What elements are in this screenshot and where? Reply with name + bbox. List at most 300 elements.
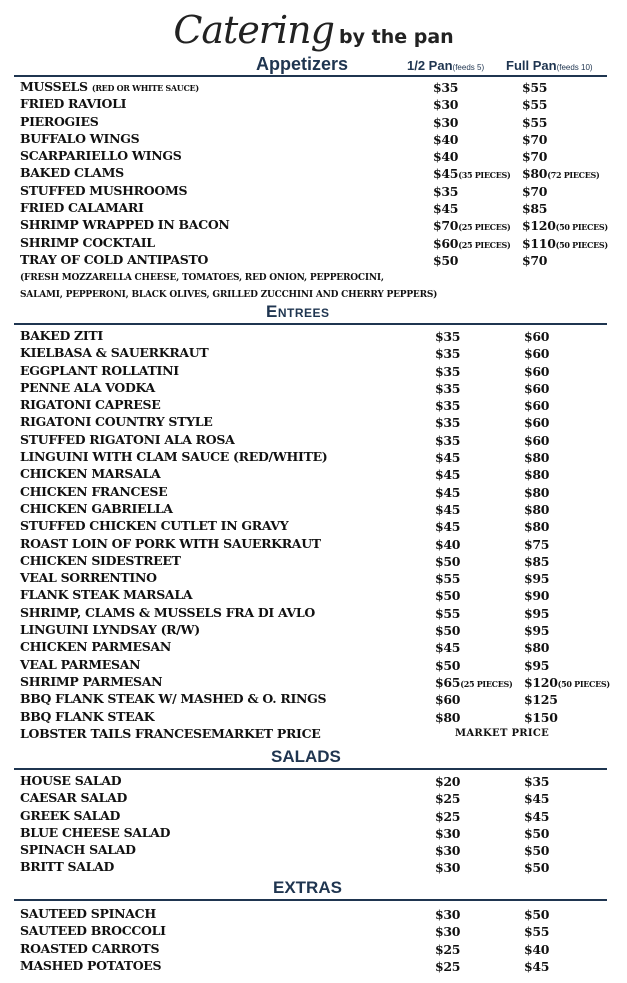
half-pan-column-header: 1/2 Pan(feeds 5) bbox=[407, 58, 485, 73]
half-pan-price bbox=[435, 692, 460, 707]
full-pan-price-value: $40 bbox=[524, 941, 550, 957]
half-pan-price bbox=[435, 623, 460, 638]
item-name-text: HOUSE SALAD bbox=[20, 773, 122, 788]
menu-item-row bbox=[20, 941, 620, 958]
half-pan-price-value: $30 bbox=[433, 114, 459, 130]
full-pan-price bbox=[524, 826, 549, 841]
full-pan-price bbox=[522, 201, 547, 216]
item-name bbox=[20, 657, 140, 672]
full-pan-price-value: $60 bbox=[524, 380, 550, 396]
antipasto-note-line-2: SALAMI, PEPPERONI, BLACK OLIVES, GRILLED ZUCCHINI AND CHERRY PEPPERS) bbox=[20, 290, 438, 300]
half-pan-price bbox=[435, 554, 460, 569]
full-pan-price bbox=[524, 907, 549, 922]
full-pan-price bbox=[522, 97, 547, 112]
item-name bbox=[20, 691, 326, 706]
half-pan-price-value: $45 bbox=[433, 166, 459, 182]
full-pan-price-value: $60 bbox=[524, 329, 550, 344]
half-pan-price bbox=[435, 346, 460, 361]
item-name bbox=[20, 958, 161, 973]
half-pan-price bbox=[435, 485, 460, 500]
half-pan-price-value: $45 bbox=[435, 450, 461, 466]
full-pan-price-value: $70 bbox=[522, 131, 548, 147]
item-name-text: CHICKEN MARSALA bbox=[20, 466, 161, 482]
full-pan-price-value: $95 bbox=[524, 623, 550, 639]
half-pan-price-value: $35 bbox=[433, 80, 459, 95]
half-pan-price-value: $50 bbox=[435, 623, 461, 639]
full-pan-price-value: $35 bbox=[524, 774, 550, 789]
full-pan-price bbox=[524, 774, 549, 789]
menu-item-row bbox=[20, 165, 620, 182]
full-pan-price bbox=[524, 640, 549, 655]
item-name bbox=[20, 773, 121, 788]
full-pan-price bbox=[522, 184, 547, 199]
menu-item-row bbox=[20, 859, 620, 876]
item-name bbox=[20, 449, 327, 464]
full-pan-price-value: $45 bbox=[524, 791, 550, 807]
full-pan-price-value: $80 bbox=[524, 484, 550, 500]
item-name-text: PIEROGIES bbox=[20, 113, 99, 129]
half-pan-price-value: $35 bbox=[435, 329, 461, 344]
item-name-text: ROASTED CARROTS bbox=[20, 940, 160, 956]
half-pan-price bbox=[433, 166, 511, 181]
half-pan-price-value: $60 bbox=[433, 235, 459, 251]
full-pan-price bbox=[524, 571, 549, 586]
item-name-text: BUFFALO WINGS bbox=[20, 130, 140, 146]
menu-item-row bbox=[20, 639, 620, 656]
item-name-text: MASHED POTATOES bbox=[20, 957, 162, 973]
full-pan-price bbox=[524, 791, 549, 806]
menu-item-row bbox=[20, 825, 620, 842]
menu-item-row bbox=[20, 536, 620, 553]
menu-title bbox=[0, 8, 627, 52]
item-name bbox=[20, 605, 315, 620]
full-pan-price bbox=[524, 658, 549, 673]
menu-item-row bbox=[20, 79, 620, 96]
item-name-text: SHRIMP PARMESAN bbox=[20, 673, 163, 689]
menu-item-row bbox=[20, 518, 620, 535]
full-pan-price-value: $55 bbox=[522, 114, 548, 130]
half-pan-price-value: $25 bbox=[435, 941, 461, 957]
menu-item-row bbox=[20, 808, 620, 825]
full-pan-pieces: (72 PIECES) bbox=[547, 170, 600, 181]
menu-item-row bbox=[20, 923, 620, 940]
item-name-text: BBQ FLANK STEAK bbox=[20, 708, 155, 724]
item-name bbox=[20, 345, 208, 360]
half-pan-price-value: $35 bbox=[435, 398, 461, 414]
half-pan-price bbox=[435, 364, 460, 379]
item-name bbox=[20, 79, 199, 94]
item-name-text: CHICKEN SIDESTREET bbox=[20, 552, 181, 568]
item-name-text: PENNE ALA VODKA bbox=[20, 379, 155, 395]
full-pan-pieces: (50 PIECES) bbox=[557, 678, 610, 689]
full-pan-price-value: $85 bbox=[524, 553, 550, 569]
appetizers-heading: Appetizers bbox=[256, 54, 349, 74]
salads-heading: SALADS bbox=[271, 747, 341, 766]
item-name-text: LINGUINI WITH CLAM SAUCE (RED/WHITE) bbox=[20, 449, 328, 465]
item-name-text: KIELBASA & SAUERKRAUT bbox=[20, 345, 209, 361]
item-name bbox=[20, 825, 170, 840]
full-pan-price bbox=[524, 588, 549, 603]
item-name-text: BBQ FLANK STEAK W/ MASHED & O. RINGS bbox=[20, 691, 327, 707]
title-script: Catering bbox=[173, 8, 334, 52]
full-pan-price-value: $80 bbox=[524, 519, 550, 535]
half-pan-price bbox=[433, 97, 458, 112]
menu-item-row bbox=[20, 906, 620, 923]
half-pan-price-value: $35 bbox=[435, 346, 461, 362]
half-pan-price-value: $55 bbox=[435, 605, 461, 621]
menu-item-row bbox=[20, 148, 620, 165]
full-pan-price bbox=[524, 381, 549, 396]
title-rest: by the pan bbox=[339, 26, 454, 48]
item-name-text: SAUTEED SPINACH bbox=[20, 906, 156, 921]
half-pan-price bbox=[435, 774, 460, 789]
full-pan-price bbox=[524, 675, 610, 690]
half-pan-price bbox=[435, 907, 460, 922]
half-pan-price bbox=[435, 860, 460, 875]
half-pan-price bbox=[435, 640, 460, 655]
full-pan-price-value: $55 bbox=[522, 97, 548, 113]
full-pan-price-value: $50 bbox=[524, 825, 550, 841]
menu-item-row bbox=[20, 773, 620, 790]
half-pan-price bbox=[433, 80, 458, 95]
item-name bbox=[20, 536, 321, 551]
menu-item-row bbox=[20, 114, 620, 131]
half-pan-price bbox=[433, 236, 511, 251]
full-pan-price-value: $70 bbox=[522, 149, 548, 165]
item-name bbox=[20, 484, 167, 499]
full-pan-price bbox=[524, 942, 549, 957]
full-pan-price-value: $50 bbox=[524, 843, 550, 859]
item-name-text: BAKED ZITI bbox=[20, 328, 103, 343]
item-name-text: CHICKEN GABRIELLA bbox=[20, 500, 173, 516]
item-name-text: GREEK SALAD bbox=[20, 807, 121, 823]
half-pan-price bbox=[435, 942, 460, 957]
half-pan-price-value: $30 bbox=[435, 843, 461, 859]
menu-item-row bbox=[20, 252, 620, 269]
full-pan-price bbox=[522, 149, 547, 164]
half-pan-price bbox=[435, 571, 460, 586]
full-pan-price bbox=[522, 166, 600, 181]
item-name-text: VEAL PARMESAN bbox=[20, 656, 141, 672]
half-pan-price-value: $45 bbox=[435, 519, 461, 535]
half-pan-price bbox=[435, 398, 460, 413]
item-name bbox=[20, 397, 160, 412]
salads-list bbox=[20, 773, 620, 877]
item-name bbox=[20, 906, 156, 921]
full-pan-price bbox=[524, 843, 549, 858]
full-pan-price bbox=[524, 710, 558, 725]
half-pan-pieces: (25 PIECES) bbox=[458, 239, 511, 250]
item-name-text: SAUTEED BROCCOLI bbox=[20, 923, 166, 939]
half-pan-price bbox=[433, 132, 458, 147]
full-pan-pieces: (50 PIECES) bbox=[555, 222, 608, 233]
item-name bbox=[20, 183, 187, 198]
appetizers-header bbox=[14, 54, 607, 76]
full-pan-price bbox=[524, 554, 549, 569]
menu-item-row bbox=[20, 790, 620, 807]
menu-item-row bbox=[20, 345, 620, 362]
half-pan-price bbox=[435, 537, 460, 552]
item-name bbox=[20, 466, 160, 481]
half-pan-price-value: $20 bbox=[435, 774, 461, 789]
half-pan-price bbox=[435, 710, 460, 725]
menu-item-row bbox=[20, 200, 620, 217]
full-pan-price bbox=[524, 433, 549, 448]
half-pan-price bbox=[435, 791, 460, 806]
half-pan-price bbox=[435, 381, 460, 396]
item-name bbox=[20, 726, 320, 741]
half-pan-price bbox=[433, 201, 458, 216]
full-pan-price bbox=[522, 253, 547, 268]
full-pan-price-value: $120 bbox=[522, 218, 556, 234]
entrees-list bbox=[20, 328, 620, 743]
half-pan-price bbox=[435, 467, 460, 482]
half-pan-price bbox=[435, 924, 460, 939]
half-pan-price bbox=[435, 588, 460, 603]
full-pan-price-value: $50 bbox=[524, 907, 550, 922]
full-pan-price bbox=[524, 860, 549, 875]
full-pan-price-value: $55 bbox=[522, 80, 548, 95]
full-pan-price bbox=[524, 502, 549, 517]
half-pan-price-value: $30 bbox=[435, 860, 461, 876]
half-pan-price-value: $45 bbox=[433, 201, 459, 217]
full-pan-price bbox=[522, 80, 547, 95]
full-pan-price-value: $80 bbox=[524, 640, 550, 656]
half-pan-price-value: $40 bbox=[433, 149, 459, 165]
item-name-text: BRITT SALAD bbox=[20, 859, 115, 875]
full-pan-price-value: $95 bbox=[524, 657, 550, 673]
half-pan-price bbox=[433, 184, 458, 199]
half-pan-price-value: $25 bbox=[435, 791, 461, 807]
full-pan-price bbox=[524, 485, 549, 500]
item-name bbox=[20, 165, 124, 180]
item-name bbox=[20, 622, 200, 637]
full-pan-price bbox=[524, 450, 549, 465]
item-name-text: STUFFED MUSHROOMS bbox=[20, 182, 188, 198]
half-pan-price-value: $55 bbox=[435, 571, 461, 587]
half-pan-price bbox=[433, 149, 458, 164]
full-pan-price-value: $70 bbox=[522, 183, 548, 199]
half-pan-price bbox=[433, 253, 458, 268]
full-pan-price-value: $80 bbox=[524, 501, 550, 517]
half-pan-price-value: $30 bbox=[435, 825, 461, 841]
full-pan-price-value: $125 bbox=[524, 692, 558, 708]
full-pan-column-header: Full Pan(feeds 10) bbox=[506, 58, 593, 73]
item-name bbox=[20, 432, 234, 447]
item-name bbox=[20, 790, 127, 805]
item-name bbox=[20, 842, 136, 857]
item-name bbox=[20, 96, 126, 111]
full-pan-price-value: $60 bbox=[524, 432, 550, 448]
menu-item-row bbox=[20, 958, 620, 975]
item-name bbox=[20, 518, 288, 533]
half-pan-price-value: $50 bbox=[433, 252, 459, 268]
half-pan-pieces: (25 PIECES) bbox=[458, 222, 511, 233]
item-name bbox=[20, 501, 173, 516]
item-name bbox=[20, 235, 155, 250]
item-name-text: SHRIMP WRAPPED IN BACON bbox=[20, 217, 230, 233]
full-pan-price-value: $85 bbox=[522, 201, 548, 217]
item-name-text: BLUE CHEESE SALAD bbox=[20, 824, 171, 840]
menu-item-row bbox=[20, 328, 620, 345]
item-name bbox=[20, 252, 208, 267]
extras-header bbox=[14, 878, 607, 900]
menu-item-row bbox=[20, 183, 620, 200]
half-pan-price bbox=[435, 329, 460, 344]
full-pan-price bbox=[524, 924, 549, 939]
item-name-text: CAESAR SALAD bbox=[20, 790, 128, 806]
full-pan-price-value: $60 bbox=[524, 398, 550, 414]
item-name-text: ROAST LOIN OF PORK WITH SAUERKRAUT bbox=[20, 535, 321, 551]
full-pan-price-value: $120 bbox=[524, 674, 558, 690]
full-pan-price-value: $60 bbox=[524, 363, 550, 379]
item-name bbox=[20, 570, 157, 585]
half-pan-price-value: $30 bbox=[433, 97, 459, 113]
full-pan-price-value: $60 bbox=[524, 415, 550, 431]
half-pan-price-value: $40 bbox=[433, 131, 459, 147]
full-pan-price-value: $55 bbox=[524, 924, 550, 940]
half-pan-price-value: $35 bbox=[435, 363, 461, 379]
full-pan-price-value: $95 bbox=[524, 605, 550, 621]
half-pan-price bbox=[435, 433, 460, 448]
item-name bbox=[20, 639, 171, 654]
menu-item-row bbox=[20, 397, 620, 414]
half-pan-price-value: $30 bbox=[435, 907, 461, 922]
full-pan-price-value: $70 bbox=[522, 252, 548, 268]
full-pan-price bbox=[524, 623, 549, 638]
item-name-text: FRIED RAVIOLI bbox=[20, 96, 127, 112]
item-name bbox=[20, 923, 166, 938]
full-pan-price-value: $80 bbox=[522, 166, 548, 182]
half-pan-price-value: $50 bbox=[435, 553, 461, 569]
item-name-text: SHRIMP COCKTAIL bbox=[20, 234, 155, 250]
item-name bbox=[20, 380, 155, 395]
appetizers-list bbox=[20, 79, 620, 269]
item-name bbox=[20, 709, 154, 724]
menu-item-row bbox=[20, 587, 620, 604]
half-pan-price-value: $25 bbox=[435, 808, 461, 824]
half-pan-price bbox=[435, 809, 460, 824]
item-name bbox=[20, 414, 212, 429]
item-name-text: EGGPLANT ROLLATINI bbox=[20, 362, 179, 378]
item-name bbox=[20, 148, 181, 163]
item-note: (RED OR WHITE SAUCE) bbox=[91, 83, 199, 93]
full-pan-price-value: $110 bbox=[522, 235, 556, 251]
full-pan-price-value: $90 bbox=[524, 588, 550, 604]
item-name-text: FRIED CALAMARI bbox=[20, 200, 144, 216]
half-pan-price bbox=[435, 959, 460, 974]
item-name-text: FLANK STEAK MARSALA bbox=[20, 587, 193, 603]
half-pan-price bbox=[433, 115, 458, 130]
item-name-text: RIGATONI COUNTRY STYLE bbox=[20, 414, 213, 430]
menu-item-row bbox=[20, 726, 620, 743]
full-pan-price-value: $45 bbox=[524, 808, 550, 824]
half-pan-price-value: $40 bbox=[435, 536, 461, 552]
full-pan-price-value: $80 bbox=[524, 450, 550, 466]
menu-item-row bbox=[20, 363, 620, 380]
half-pan-price bbox=[435, 606, 460, 621]
item-name-text: TRAY OF COLD ANTIPASTO bbox=[20, 251, 209, 267]
full-pan-price bbox=[524, 467, 549, 482]
full-pan-price-value: $150 bbox=[524, 709, 558, 725]
full-pan-price bbox=[524, 415, 549, 430]
menu-item-row bbox=[20, 674, 620, 691]
item-name-text: VEAL SORRENTINO bbox=[20, 570, 157, 586]
salads-header bbox=[14, 747, 607, 769]
half-pan-price-value: $60 bbox=[435, 692, 461, 708]
full-pan-price bbox=[524, 606, 549, 621]
full-pan-price bbox=[524, 959, 549, 974]
full-pan-price bbox=[522, 218, 608, 233]
menu-item-row bbox=[20, 217, 620, 234]
full-pan-price-value: $60 bbox=[524, 346, 550, 362]
full-pan-price-value: $95 bbox=[524, 571, 550, 587]
market-price: MARKET PRICE bbox=[455, 727, 550, 739]
full-pan-price-value: $45 bbox=[524, 958, 550, 974]
item-name bbox=[20, 587, 192, 602]
item-name bbox=[20, 131, 139, 146]
extras-heading: EXTRAS bbox=[273, 878, 342, 897]
appetizers-divider bbox=[14, 75, 607, 77]
item-name bbox=[20, 363, 179, 378]
half-pan-price-value: $65 bbox=[435, 674, 461, 690]
full-pan-price bbox=[524, 519, 549, 534]
half-pan-price-value: $80 bbox=[435, 709, 461, 725]
half-pan-price-value: $35 bbox=[435, 415, 461, 431]
half-pan-price-value: $45 bbox=[435, 501, 461, 517]
full-pan-price bbox=[522, 115, 547, 130]
menu-item-row bbox=[20, 432, 620, 449]
half-pan-price-value: $35 bbox=[433, 183, 459, 199]
menu-item-row bbox=[20, 501, 620, 518]
half-pan-pieces: (35 PIECES) bbox=[458, 170, 511, 181]
item-name bbox=[20, 328, 103, 343]
full-pan-price bbox=[524, 346, 549, 361]
half-pan-price-value: $45 bbox=[435, 640, 461, 656]
half-pan-price-value: $70 bbox=[433, 218, 459, 234]
half-pan-price bbox=[435, 843, 460, 858]
extras-divider bbox=[14, 899, 607, 901]
half-pan-price bbox=[433, 218, 511, 233]
half-pan-pieces: (25 PIECES) bbox=[460, 678, 513, 689]
half-pan-price bbox=[435, 826, 460, 841]
item-name bbox=[20, 808, 120, 823]
half-pan-price-value: $30 bbox=[435, 924, 461, 940]
full-pan-price-value: $50 bbox=[524, 860, 550, 876]
item-name-text: STUFFED CHICKEN CUTLET IN GRAVY bbox=[20, 518, 289, 534]
item-name-text: SCARPARIELLO WINGS bbox=[20, 148, 182, 164]
menu-item-row bbox=[20, 691, 620, 708]
full-pan-price bbox=[524, 692, 558, 707]
full-pan-price bbox=[522, 132, 547, 147]
menu-item-row bbox=[20, 131, 620, 148]
half-pan-price bbox=[435, 519, 460, 534]
half-pan-price-value: $50 bbox=[435, 588, 461, 604]
half-pan-price bbox=[435, 415, 460, 430]
half-pan-price-value: $35 bbox=[435, 432, 461, 448]
menu-item-row bbox=[20, 96, 620, 113]
half-pan-price-value: $45 bbox=[435, 467, 461, 483]
item-name bbox=[20, 941, 159, 956]
item-name-text: STUFFED RIGATONI ALA ROSA bbox=[20, 431, 235, 447]
half-pan-price bbox=[435, 675, 513, 690]
full-pan-price bbox=[524, 329, 549, 344]
menu-item-row bbox=[20, 657, 620, 674]
item-name-text: SPINACH SALAD bbox=[20, 842, 136, 858]
item-name-text: MUSSELS bbox=[20, 79, 88, 94]
antipasto-note-line-1: (FRESH MOZZARELLA CHEESE, TOMATOES, RED ONION, PEPPEROCINI, bbox=[20, 273, 384, 283]
item-name bbox=[20, 674, 162, 689]
